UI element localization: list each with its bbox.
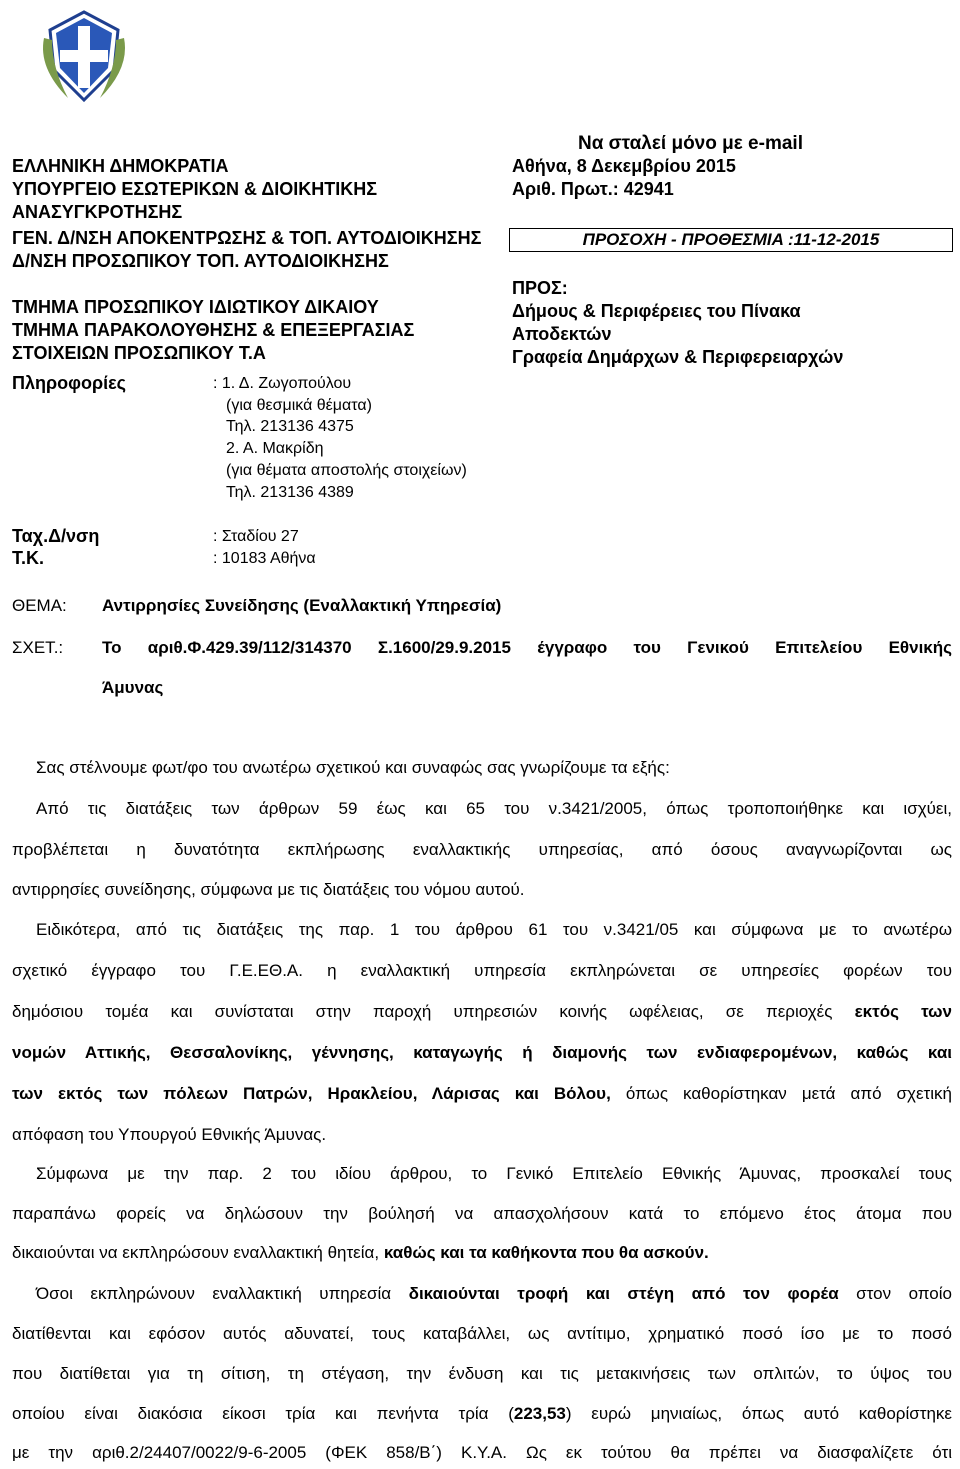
header-line-2: ΥΠΟΥΡΓΕΙΟ ΕΣΩΤΕΡΙΚΩΝ & ΔΙΟΙΚΗΤΙΚΗΣ <box>12 179 378 199</box>
greek-coat-of-arms-emblem <box>38 8 130 108</box>
paragraph-4-line-1 <box>36 1284 952 1304</box>
header-line-6: ΤΜΗΜΑ ΠΡΟΣΩΠΙΚΟΥ ΙΔΙΩΤΙΚΟΥ ΔΙΚΑΙΟΥ <box>12 297 379 317</box>
recipients-line-1: Δήμους & Περιφέρειες του Πίνακα <box>512 301 801 321</box>
reference-label: ΣΧΕΤ.: <box>12 638 64 657</box>
paragraph-2-line-3-text: δημόσιου τομέα και συνίσταται στην παροχή υπηρεσιών κοινής ωφέλειας, σε περιοχές <box>12 1002 833 1021</box>
subject-text: Αντιρρησίες Συνείδησης (Εναλλακτική Υπηρεσία) <box>102 596 502 615</box>
paragraph-4-line-4-a: οποίου είναι διακόσια είκοσι τρία και πενήντα τρία ( <box>12 1404 514 1423</box>
paragraph-1-line-1: Από τις διατάξεις των άρθρων 59 έως και 65 του ν.3421/2005, όπως τροποποιήθηκε και ισχύει, <box>36 799 952 818</box>
postcode-value: : 10183 Αθήνα <box>213 550 316 567</box>
header-line-3: ΑΝΑΣΥΓΚΡΟΤΗΣΗΣ <box>12 202 183 222</box>
paragraph-3-line-1: Σύμφωνα με την παρ. 2 του ιδίου άρθρου, το Γενικό Επιτελείο Εθνικής Άμυνας, προσκαλεί τους <box>36 1164 952 1183</box>
paragraph-4-line-1-c: στον οποίο <box>856 1284 952 1303</box>
header-line-8: ΣΤΟΙΧΕΙΩΝ ΠΡΟΣΩΠΙΚΟΥ Τ.Α <box>12 343 266 363</box>
info-line-4: 2. Α. Μακρίδη <box>226 440 324 457</box>
email-note: Να σταλεί μόνο με e-mail <box>578 133 803 154</box>
header-line-5: Δ/ΝΣΗ ΠΡΟΣΩΠΙΚΟΥ ΤΟΠ. ΑΥΤΟΔΙΟΙΚΗΣΗΣ <box>12 251 389 271</box>
paragraph-1-line-3: αντιρρησίες συνείδησης, σύμφωνα με τις διατάξεις του νόμου αυτού. <box>12 880 525 899</box>
paragraph-4-line-4 <box>12 1404 952 1424</box>
header-line-7: ΤΜΗΜΑ ΠΑΡΑΚΟΛΟΥΘΗΣΗΣ & ΕΠΕΞΕΡΓΑΣΙΑΣ <box>12 320 415 340</box>
deadline-box: ΠΡΟΣΟΧΗ - ΠΡΟΘΕΣΜΙΑ :11-12-2015 <box>509 228 953 252</box>
paragraph-2-line-6: απόφαση του Υπουργού Εθνικής Άμυνας. <box>12 1125 327 1144</box>
subject-label: ΘΕΜΑ: <box>12 596 67 615</box>
info-line-1: : 1. Δ. Ζωγοπούλου <box>213 375 352 392</box>
paragraph-2-line-1: Ειδικότερα, από τις διατάξεις της παρ. 1 του άρθρου 61 του ν.3421/05 και σύμφωνα με το ανωτέρω <box>36 920 952 939</box>
info-label: Πληροφορίες <box>12 373 127 393</box>
paragraph-3-line-3-text: δικαιούνται να εκπληρώσουν εναλλακτική θητεία, <box>12 1243 380 1262</box>
paragraph-4-line-1-a: Όσοι εκπληρώνουν εναλλακτική υπηρεσία <box>36 1284 392 1303</box>
paragraph-3-line-3 <box>12 1243 952 1263</box>
paragraph-2-line-3-bold: εκτός των <box>854 1002 952 1021</box>
paragraph-2-line-5-bold: των εκτός των πόλεων Πατρών, Ηρακλείου, Λάρισας και Βόλου, <box>12 1084 611 1103</box>
header-line-4: ΓΕΝ. Δ/ΝΣΗ ΑΠΟΚΕΝΤΡΩΣΗΣ & ΤΟΠ. ΑΥΤΟΔΙΟΙΚΗΣΗΣ <box>12 228 482 248</box>
paragraph-2-line-5 <box>12 1084 952 1104</box>
paragraph-2-line-5-text: όπως καθορίστηκαν μετά από σχετική <box>625 1084 952 1103</box>
recipients-line-3: Γραφεία Δημάρχων & Περιφερειαρχών <box>512 347 844 367</box>
paragraph-3-line-3-bold: καθώς και τα καθήκοντα που θα ασκούν. <box>383 1243 709 1262</box>
header-line-1: ΕΛΛΗΝΙΚΗ ΔΗΜΟΚΡΑΤΙΑ <box>12 156 229 176</box>
reference-text-line-1: Το αριθ.Φ.429.39/112/314370 Σ.1600/29.9.2015 έγγραφο του Γενικού Επιτελείου Εθνικής <box>102 638 952 657</box>
protocol-number: Αριθ. Πρωτ.: 42941 <box>512 179 674 199</box>
paragraph-3-line-2: παραπάνω φορείς να δηλώσουν την βούλησή να απασχολήσουν κατά το επόμενο έτος άτομα που <box>12 1204 952 1223</box>
recipients-label: ΠΡΟΣ: <box>512 278 568 298</box>
paragraph-4-line-4-c: ) ευρώ μηνιαίως, όπως αυτό καθορίστηκε <box>565 1404 952 1423</box>
paragraph-4-line-4-amount: 223,53 <box>513 1404 566 1423</box>
document-date: Αθήνα, 8 Δεκεμβρίου 2015 <box>512 156 736 176</box>
paragraph-4-line-5: με την αριθ.2/24407/0022/9-6-2005 (ΦΕΚ 858/Β΄) Κ.Υ.Α. Ως εκ τούτου θα πρέπει να διασφαλίζετε ότι <box>12 1443 952 1462</box>
info-line-5: (για θέματα αποστολής στοιχείων) <box>226 462 467 479</box>
paragraph-4-line-2: διατίθενται και εφόσον αυτός αδυνατεί, τους καταβάλλει, ως αντίτιμο, χρηματικό ποσό ίσο με το ποσό <box>12 1324 952 1343</box>
info-line-2: (για θεσμικά θέματα) <box>226 397 372 414</box>
paragraph-2-line-2: σχετικό έγγραφο του Γ.Ε.ΕΘ.Α. η εναλλακτική υπηρεσία εκπληρώνεται σε υπηρεσίες φορέων του <box>12 961 952 980</box>
postcode-label: Τ.Κ. <box>12 548 45 568</box>
reference-text-line-2: Άμυνας <box>102 678 164 697</box>
info-line-3: Τηλ. 213136 4375 <box>226 418 354 435</box>
paragraph-2-line-3 <box>12 1002 952 1022</box>
paragraph-2-line-4: νομών Αττικής, Θεσσαλονίκης, γέννησης, καταγωγής ή διαμονής των ενδιαφερομένων, καθώς και <box>12 1043 952 1062</box>
address-label: Ταχ.Δ/νση <box>12 526 100 546</box>
address-value: : Σταδίου 27 <box>213 528 299 545</box>
paragraph-4-line-1-bold: δικαιούνται τροφή και στέγη από τον φορέα <box>408 1284 839 1303</box>
paragraph-4-line-3: που διατίθεται για τη σίτιση, τη στέγαση, την ένδυση και τις μετακινήσεις των οπλιτών, το ύψος του <box>12 1364 952 1383</box>
info-line-6: Τηλ. 213136 4389 <box>226 484 354 501</box>
paragraph-1-line-2: προβλέπεται η δυνατότητα εκπλήρωσης εναλλακτικής υπηρεσίας, από όσους αναγνωρίζονται ως <box>12 840 952 859</box>
body-intro: Σας στέλνουμε φωτ/φο του ανωτέρω σχετικού και συναφώς σας γνωρίζουμε τα εξής: <box>36 758 670 777</box>
recipients-line-2: Αποδεκτών <box>512 324 612 344</box>
